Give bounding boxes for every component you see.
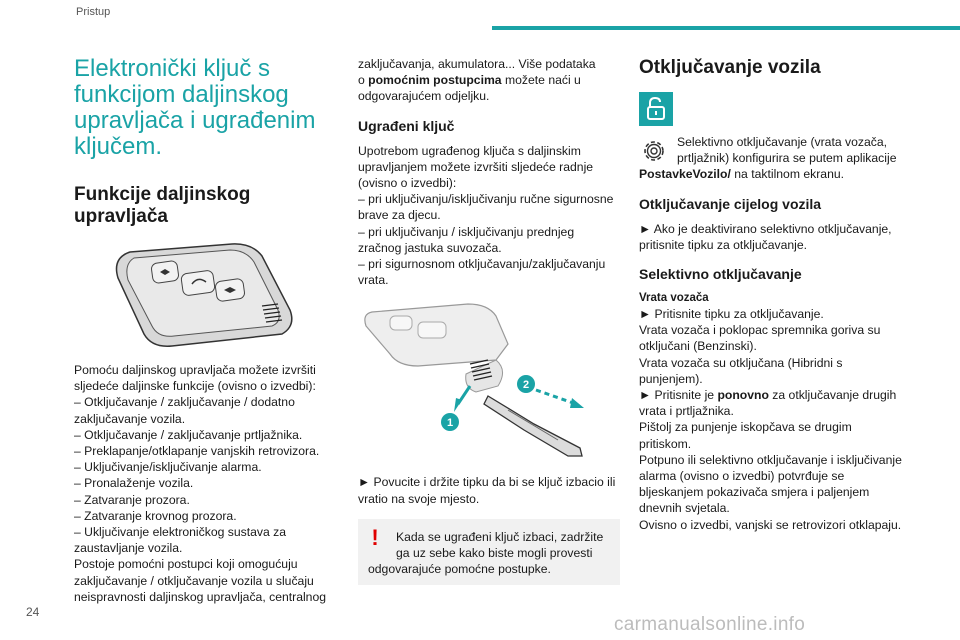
subheading-driver-door: Vrata vozača: [639, 292, 709, 305]
exclamation-icon: !: [371, 524, 379, 550]
header-accent-bar: [492, 26, 960, 30]
unlock-icon: [639, 92, 673, 126]
bold-term: ponovno: [717, 388, 769, 403]
bold-term: PostavkeVozilo/: [639, 167, 731, 182]
column-2: zaključavanja, akumulatora... Više podataka o pomoćnim postupcima možete naći u odgovarajućem odjeljku. Ugrađeni ključ Upotrebom ugrađenog ključa s daljinskim upravljanjem možete izvršiti sljedeće radnje (ovisno o izvedbi): – pri uključivanju/isključivanju ručne sigurnosne brave za djecu. – pri uključivanju / isključivanju prednjeg zračnog jastuka suvozača. – pri sigurnosnom otključavanju/zaključavanju vrata. 1 2 ► Povucite i držite tipku da bi se ključ izbacio ili vratio na svoje mjesto. ! Kada se ugrađeni ključ izbaci, zadržite ga uz sebe kako biste mogli provesti odgovarajuće pomoćne postupke.: [358, 56, 620, 585]
heading-selective-unlocking: Selektivno otključavanje: [639, 266, 802, 283]
gear-icon: [639, 136, 669, 166]
key-eject-illustration: [358, 300, 608, 460]
remote-key-illustration: [112, 238, 302, 350]
heading-unlock-whole-vehicle: Otključavanje cijelog vozila: [639, 195, 822, 212]
watermark: carmanualsonline.info: [614, 614, 806, 635]
section-heading-unlocking: Otključavanje vozila: [639, 57, 821, 78]
section-heading-built-in-key: Ugrađeni ključ: [358, 117, 455, 134]
callout-1-label: 1: [446, 417, 454, 430]
bold-term: pomoćnim postupcima: [368, 73, 502, 88]
column-3: Otključavanje vozila Selektivno otključavanje (vrata vozača, prtljažnik) konfigurira se putem aplikacije PostavkeVozilo/ na taktilnom ekranu. Otključavanje cijelog vozila ► Ako je deaktivirano selektivno otključavanje, pritisnite tipku za otključavanje. Selektivno otključavanje Vrata vozača ► Pritisnite tipku za otključavanje. Vrata vozača i poklopac spremnika goriva su otključani (Benzinski). Vrata vozača su otključana (Hibridni s punjenjem). ► Pritisnite je ponovno za otključavanje drugih vrata i prtljažnika. Pištolj za punjenje iskopčava se drugim pritiskom. Potpuno ili selektivno otključavanje i isključivanje alarma (ovisno o izvedbi) potvrđuje se bljeskanjem pokazivača smjera i paljenjem dnevnih svjetala. Ovisno o izvedbi, vanjski se retrovizori otklapaju.: [639, 57, 902, 532]
section-heading-remote: Funkcije daljinskog upravljača: [74, 184, 251, 227]
callout-2-label: 2: [522, 379, 530, 392]
settings-note: Selektivno otključavanje (vrata vozača, prtljažnik) konfigurira se putem aplikacije PostavkeVozilo/ na taktilnom ekranu.: [639, 135, 897, 182]
running-header: Pristup: [76, 6, 111, 18]
warning-box: ! Kada se ugrađeni ključ izbaci, zadržite ga uz sebe kako biste mogli provesti odgovarajuće pomoćne postupke.: [358, 519, 620, 586]
column-1: Elektronički ključ s funkcijom daljinskog upravljača i ugrađenim ključem. Funkcije daljinskog upravljača Pomoću daljinskog upravljača možete izvršiti sljedeće daljinske funkcije (ovisno o izvedbi): – Otključavanje / zaključavanje / dodatno zaključavanje vozila. – Otključavanje / zaključavanje prtljažnika. – Preklapanje/otklapanje vanjskih retrovizora. – Uključivanje/isključivanje alarma. – Pronalaženje vozila. – Zatvaranje prozora. – Zatvaranje krovnog prozora. – Uključivanje elektroničkog sustava za zaustavljanje vozila. Postoje pomoćni postupci koji omogućuju zaključavanje / otključavanje vozila u slučaju neispravnosti daljinskog upravljača, centralnog: [74, 56, 332, 605]
page-title: Elektronički ključ s funkcijom daljinskog upravljača i ugrađenim ključem.: [74, 55, 316, 160]
page-number: 24: [26, 605, 40, 619]
